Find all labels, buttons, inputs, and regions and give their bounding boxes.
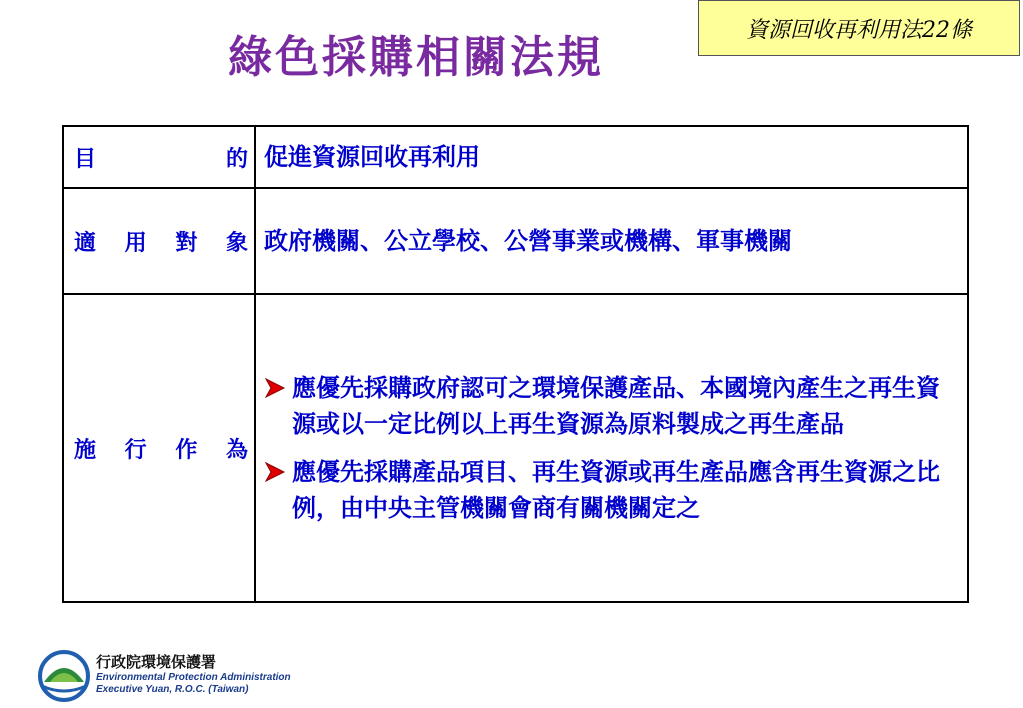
label-char: 行: [124, 436, 147, 463]
bullet-text: 應優先採購產品項目、再生資源或再生產品應含再生資源之比例，由中央主管機關會商有關機關定之: [292, 457, 940, 522]
label-char: 為: [225, 436, 248, 463]
label-char: 對: [175, 229, 198, 256]
regulations-table: [62, 125, 969, 603]
label-char: 的: [225, 145, 248, 172]
bullet-item: [264, 454, 959, 526]
arrow-bullet-icon: [264, 454, 286, 490]
table-row-purpose: [63, 126, 968, 188]
agency-name-block: [96, 652, 291, 696]
label-char: 作: [175, 436, 198, 463]
row-label-scope: [63, 188, 255, 294]
table-row-actions: [63, 294, 968, 602]
row-label-purpose: [63, 126, 255, 188]
table-row-scope: [63, 188, 968, 294]
agency-name-en-line1: Environmental Protection Administration: [96, 672, 291, 683]
label-char: 適: [74, 229, 97, 256]
bullet-item: [264, 370, 959, 442]
row-content-actions: [255, 294, 968, 602]
label-char: 象: [225, 229, 248, 256]
row-content-purpose: 促進資源回收再利用: [255, 126, 968, 188]
row-label-actions: [63, 294, 255, 602]
bullet-text: 應優先採購政府認可之環境保護產品、本國境內產生之再生資源或以一定比例以上再生資源為原料製成之再生產品: [292, 373, 940, 438]
arrow-bullet-icon: [264, 370, 286, 406]
law-article-tag-text: 資源回收再利用法22條: [746, 17, 972, 43]
label-char: 目: [74, 145, 97, 172]
epa-logo-icon: [36, 648, 96, 704]
agency-name-en-line2: Executive Yuan, R.O.C. (Taiwan): [96, 684, 249, 695]
label-char: 用: [124, 229, 147, 256]
agency-name-cn: 行政院環境保護署: [96, 653, 217, 671]
row-content-scope: 政府機關、公立學校、公營事業或機構、軍事機關: [255, 188, 968, 294]
law-article-tag: [698, 0, 1020, 56]
slide-title: 綠色採購相關法規: [228, 32, 604, 83]
label-char: 施: [74, 436, 97, 463]
